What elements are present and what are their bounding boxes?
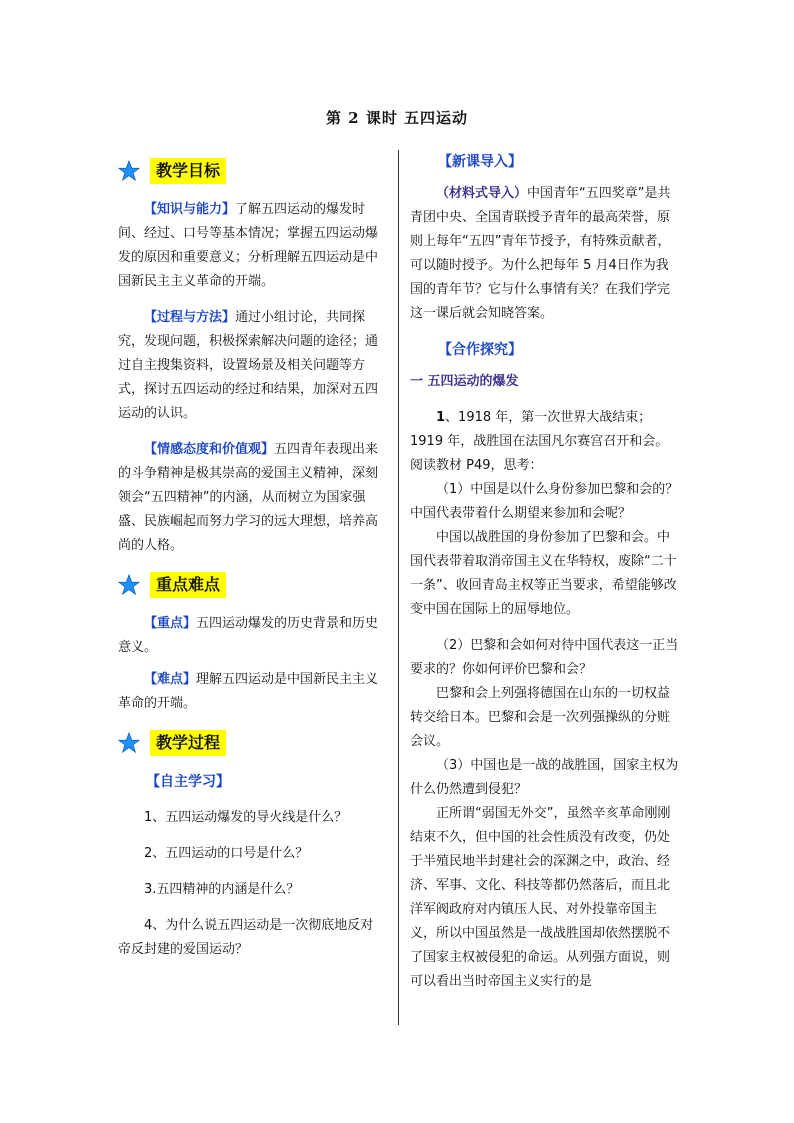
column-divider xyxy=(398,150,399,1025)
question-3-text: （3）中国也是一战的战胜国，国家主权为什么仍然遭到侵犯？ xyxy=(410,758,679,797)
process-heading xyxy=(118,728,386,758)
goals-heading-text: 教学目标 xyxy=(150,158,226,184)
question-2-text: （2）巴黎和会如何对待中国代表这一正当要求的？你如何评价巴黎和会？ xyxy=(410,638,679,677)
key-heading-text: 重点难点 xyxy=(150,572,226,598)
key-paragraph: 【重点】五四运动爆发的历史背景和历史意义。 xyxy=(118,616,379,655)
page-title: 第 2 课时 五四运动 xyxy=(325,109,469,127)
answer-3-text: 正所谓“弱国无外交”，虽然辛亥革命刚刚结束不久，但中国的社会性质没有改变，仍处于半殖民地半封建社会的深渊之中，政治、经济、军事、文化、科技等都仍然落后，而且北洋军阀政府对内镇压人民、对外投靠帝国主义，所以中国虽然是一战战胜国却依然摆脱不了国家主权被侵犯的命运。从列强方面说，则可以看出当时帝国主义实行的是 xyxy=(410,806,671,989)
question-1-text: （1）中国是以什么身份参加巴黎和会的？中国代表带着什么期望来参加和会呢？ xyxy=(410,482,679,521)
star-icon xyxy=(118,574,140,596)
paragraph-1: 1、1918 年，第一次世界大战结束；1919 年，战胜国在法国凡尔赛宫召开和会。阅读教材 P49，思考： xyxy=(410,410,669,473)
key-heading xyxy=(118,570,386,600)
question-3: 3.五四精神的内涵是什么？ xyxy=(144,882,300,897)
emotion-paragraph: 【情感态度和价值观】五四青年表现出来的斗争精神是极其崇高的爱国主义精神，深刻领会“五四精神”的内涵，从而树立为国家强盛、民族崛起而努力学习的远大理想，培养高尚的人格。 xyxy=(118,442,379,553)
question-2: 2、五四运动的口号是什么？ xyxy=(144,846,309,861)
answer-2-text: 巴黎和会上列强将德国在山东的一切权益转交给日本。巴黎和会是一次列强操纵的分赃会议。 xyxy=(410,686,671,749)
coop-label: 【合作探究】 xyxy=(438,342,522,358)
right-column xyxy=(410,150,680,994)
self-study-label: 【自主学习】 xyxy=(146,774,230,790)
difficulty-paragraph: 【难点】理解五四运动是中国新民主主义革命的开端。 xyxy=(118,672,379,711)
intro-label: 【新课导入】 xyxy=(438,154,522,170)
question-4: 4、为什么说五四运动是一次彻底地反对帝反封建的爱国运动？ xyxy=(118,918,374,957)
left-column xyxy=(118,156,386,962)
star-icon xyxy=(118,160,140,182)
question-1: 1、五四运动爆发的导火线是什么？ xyxy=(144,810,348,825)
answer-1-text: 中国以战胜国的身份参加了巴黎和会。中国代表带着取消帝国主义在华特权，废除“二十一条”、收回青岛主权等正当要求，希望能够改变中国在国际上的屈辱地位。 xyxy=(410,530,677,617)
star-icon xyxy=(118,732,140,754)
section-1-heading: 一 五四运动的爆发 xyxy=(410,374,519,389)
process-paragraph: 【过程与方法】通过小组讨论，共同探究，发现问题，积极探索解决问题的途径；通过自主搜集资料，设置场景及相关问题等方式，探讨五四运动的经过和结果，加深对五四运动的认识。 xyxy=(118,310,379,421)
process-heading-text: 教学过程 xyxy=(150,730,226,756)
material-paragraph: （材料式导入）中国青年“五四奖章”是共青团中央、全国青联授予青年的最高荣誉，原则上每年“五四”青年节授予，有特殊贡献者，可以随时授予。为什么把每年 5 月4日作为我国的青年节？它与什么事情有关？在我们学完这一课后就会知晓答案。 xyxy=(410,186,671,321)
goals-heading xyxy=(118,156,386,186)
knowledge-paragraph: 【知识与能力】了解五四运动的爆发时间、经过、口号等基本情况；掌握五四运动爆发的原因和重要意义；分析理解五四运动是中国新民主主义革命的开端。 xyxy=(118,202,379,289)
